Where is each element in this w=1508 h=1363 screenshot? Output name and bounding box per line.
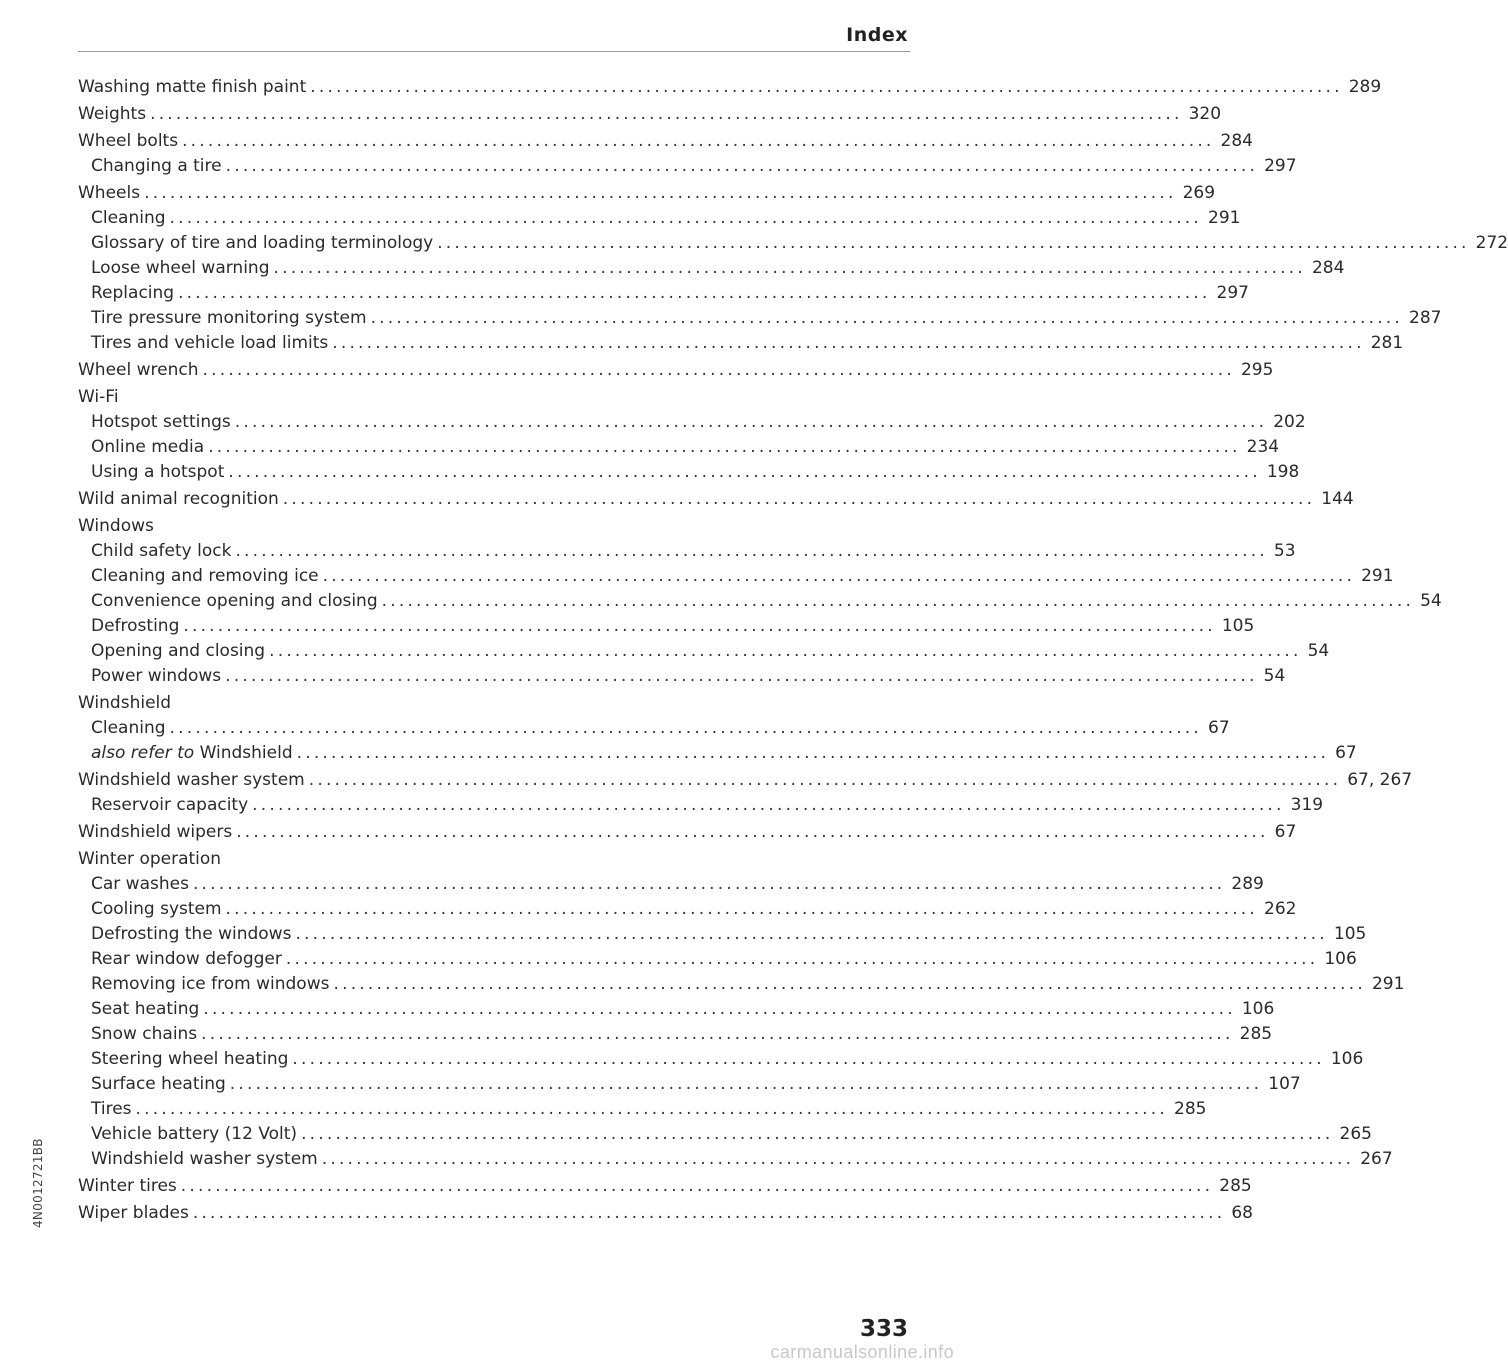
entry-text: Tires and vehicle load limits — [91, 333, 329, 353]
entry-label — [91, 280, 174, 306]
entry-page-ref: 285 — [1219, 1176, 1252, 1196]
entry-page-ref: 284 — [1311, 258, 1345, 278]
entry-label — [91, 715, 166, 741]
index-subentry — [91, 1121, 1372, 1147]
entry-text: Snow chains — [91, 1024, 198, 1044]
dot-leader: ........................................................................................................................ — [333, 974, 1366, 994]
entry-text: Wild animal recognition — [78, 489, 279, 509]
entry-page-ref: 284 — [1220, 131, 1253, 151]
dot-leader: ........................................................................................................................ — [322, 566, 1356, 586]
entry-label — [91, 792, 248, 818]
index-subentry — [91, 1046, 1364, 1072]
entry-page-ref: 262 — [1264, 899, 1297, 919]
index-entry — [78, 513, 478, 539]
entry-label — [91, 1046, 288, 1072]
entry-page-ref: 297 — [1264, 156, 1297, 176]
index-entry — [78, 180, 1216, 206]
entry-label — [91, 1071, 226, 1097]
entry-page-ref: 106 — [1324, 949, 1357, 969]
section-title: Index — [846, 24, 908, 46]
entry-label — [78, 1200, 189, 1226]
dot-leader: ........................................................................................................................ — [234, 412, 1268, 432]
dot-leader: ........................................................................................................................ — [208, 437, 1241, 457]
entry-page-ref: 54 — [1420, 591, 1442, 611]
index-subentry — [91, 1096, 1207, 1122]
dot-leader: ........................................................................................................................ — [236, 822, 1269, 842]
header-divider — [78, 51, 910, 52]
entry-label — [91, 409, 231, 435]
index-subentry — [91, 434, 1280, 460]
entry-label — [78, 513, 154, 539]
entry-label — [91, 871, 189, 897]
entry-page-ref: 67 — [1335, 743, 1357, 763]
entry-text: Convenience opening and closing — [91, 591, 378, 611]
index-subentry — [91, 459, 1300, 485]
entry-page-ref: 67 — [1208, 718, 1230, 738]
index-entry — [78, 101, 1222, 127]
entry-page-ref: 68 — [1231, 1203, 1253, 1223]
index-entry — [78, 74, 1382, 100]
entry-label — [91, 153, 222, 179]
index-subentry — [91, 996, 1275, 1022]
entry-page-ref: 291 — [1208, 208, 1241, 228]
entry-text: Using a hotspot — [91, 462, 225, 482]
entry-text: Tire pressure monitoring system — [91, 308, 367, 328]
entry-label — [91, 434, 204, 460]
dot-leader: ........................................................................................................................ — [285, 949, 1319, 969]
entry-label — [78, 384, 119, 410]
entry-label — [91, 588, 378, 614]
entry-label — [91, 1096, 132, 1122]
entry-text: Windshield — [199, 743, 293, 763]
dot-leader: ........................................................................................................................ — [178, 283, 1211, 303]
entry-text: Power windows — [91, 666, 222, 686]
entry-page-ref: 106 — [1330, 1049, 1364, 1069]
entry-text: Winter tires — [78, 1176, 177, 1196]
entry-page-ref: 202 — [1273, 412, 1306, 432]
dot-leader: ........................................................................................................................ — [282, 489, 1316, 509]
entry-page-ref: 107 — [1268, 1074, 1301, 1094]
entry-text: Windshield washer system — [78, 770, 305, 790]
entry-label — [91, 305, 367, 331]
index-entry — [78, 486, 1354, 512]
index-subentry — [91, 971, 1405, 997]
entry-page-ref: 297 — [1216, 283, 1249, 303]
entry-label — [78, 846, 221, 872]
dot-leader: ........................................................................................................................ — [310, 77, 1343, 97]
index-subentry — [91, 715, 1230, 741]
entry-page-ref: 267 — [1360, 1149, 1393, 1169]
entry-label — [78, 128, 178, 154]
entry-label — [91, 1021, 197, 1047]
entry-text: Windows — [78, 516, 154, 536]
index-subentry — [91, 205, 1241, 231]
entry-text: Washing matte finish paint — [78, 77, 307, 97]
entry-label — [91, 921, 291, 947]
entry-text: Windshield — [78, 693, 172, 713]
index-subentry — [91, 409, 1306, 435]
entry-text: Tires — [91, 1099, 132, 1119]
entry-label — [78, 74, 306, 100]
dot-leader: ........................................................................................................................ — [180, 1176, 1214, 1196]
entry-label — [78, 101, 146, 127]
entry-text: Hotspot settings — [91, 412, 231, 432]
index-subentry — [91, 153, 1297, 179]
entry-page-ref: 54 — [1307, 641, 1330, 661]
entry-label — [91, 538, 231, 564]
entry-text: Opening and closing — [91, 641, 266, 661]
entry-page-ref: 105 — [1221, 616, 1255, 636]
entry-page-ref: 285 — [1174, 1099, 1207, 1119]
dot-leader: ........................................................................................................................ — [135, 1099, 1168, 1119]
entry-page-ref: 53 — [1273, 541, 1296, 561]
entry-label — [91, 563, 319, 589]
entry-page-ref: 67, 267 — [1347, 770, 1413, 790]
entry-label — [91, 996, 199, 1022]
entry-text: Car washes — [91, 874, 189, 894]
dot-leader: ........................................................................................................................ — [229, 1074, 1263, 1094]
dot-leader: ........................................................................................................................ — [201, 1024, 1234, 1044]
index-subentry — [91, 792, 1324, 818]
index-subentry — [91, 1146, 1393, 1172]
dot-leader: ........................................................................................................................ — [292, 1049, 1325, 1069]
entry-page-ref: 291 — [1361, 566, 1394, 586]
index-entry — [78, 819, 1297, 845]
entry-text: Loose wheel warning — [91, 258, 270, 278]
entry-page-ref: 281 — [1370, 333, 1404, 353]
index-entry — [78, 690, 478, 716]
dot-leader: ........................................................................................................................ — [273, 258, 1306, 278]
index-subentry — [91, 280, 1249, 306]
entry-text: Rear window defogger — [91, 949, 282, 969]
entry-label — [78, 180, 140, 206]
entry-page-ref: 289 — [1348, 77, 1382, 97]
entry-label — [91, 740, 293, 766]
entry-label — [91, 1121, 297, 1147]
entry-text: Wi-Fi — [78, 387, 119, 407]
dot-leader: ........................................................................................................................ — [225, 899, 1259, 919]
entry-text: Child safety lock — [91, 541, 232, 561]
entry-text: Wheels — [78, 183, 141, 203]
entry-text: Glossary of tire and loading terminology — [91, 233, 434, 253]
dot-leader: ........................................................................................................................ — [370, 308, 1404, 328]
entry-page-ref: 234 — [1246, 437, 1280, 457]
index-subentry — [91, 563, 1394, 589]
index-entry — [78, 384, 478, 410]
index-entry — [78, 357, 1274, 383]
dot-leader: ........................................................................................................................ — [321, 1149, 1355, 1169]
entry-page-ref: 285 — [1239, 1024, 1273, 1044]
entry-text: Seat heating — [91, 999, 200, 1019]
dot-leader: ........................................................................................................................ — [202, 360, 1235, 380]
index-subentry — [91, 1021, 1273, 1047]
watermark-text: carmanualsonline.info — [770, 1342, 954, 1362]
page-number: 333 — [859, 1316, 908, 1342]
entry-label — [91, 896, 222, 922]
cross-reference-prefix: also refer to — [91, 743, 195, 763]
index-subentry — [91, 588, 1442, 614]
entry-text: Reservoir capacity — [91, 795, 249, 815]
index-subentry — [91, 740, 1357, 766]
entry-text: Surface heating — [91, 1074, 226, 1094]
entry-page-ref: 291 — [1371, 974, 1405, 994]
entry-text: Cleaning — [91, 208, 166, 228]
entry-page-ref: 319 — [1290, 795, 1324, 815]
entry-label — [91, 459, 224, 485]
entry-text: Windshield wipers — [78, 822, 233, 842]
dot-leader: ........................................................................................................................ — [169, 718, 1203, 738]
dot-leader: ........................................................................................................................ — [332, 333, 1365, 353]
index-entry — [78, 1200, 1253, 1226]
entry-page-ref: 287 — [1409, 308, 1442, 328]
entry-text: Cleaning — [91, 718, 166, 738]
dot-leader: ........................................................................................................................ — [301, 1124, 1334, 1144]
index-subentry — [91, 230, 1508, 256]
entry-page-ref: 105 — [1333, 924, 1367, 944]
dot-leader: ........................................................................................................................ — [192, 874, 1226, 894]
dot-leader: ........................................................................................................................ — [192, 1203, 1226, 1223]
dot-leader: ........................................................................................................................ — [381, 591, 1415, 611]
entry-page-ref: 320 — [1188, 104, 1222, 124]
dot-leader: ........................................................................................................................ — [144, 183, 1177, 203]
entry-text: Windshield washer system — [91, 1149, 318, 1169]
entry-page-ref: 67 — [1274, 822, 1297, 842]
entry-text: Online media — [91, 437, 205, 457]
entry-page-ref: 106 — [1241, 999, 1275, 1019]
index-entry — [78, 1173, 1252, 1199]
index-subentry — [91, 613, 1255, 639]
entry-label — [91, 971, 329, 997]
entry-label — [78, 767, 305, 793]
entry-label — [91, 230, 433, 256]
entry-label — [91, 1146, 318, 1172]
entry-page-ref: 144 — [1321, 489, 1354, 509]
entry-text: Cleaning and removing ice — [91, 566, 319, 586]
entry-label — [78, 357, 199, 383]
dot-leader: ........................................................................................................................ — [169, 208, 1203, 228]
index-subentry — [91, 946, 1357, 972]
entry-text: Defrosting the windows — [91, 924, 292, 944]
dot-leader: ........................................................................................................................ — [235, 541, 1268, 561]
entry-text: Wheel bolts — [78, 131, 179, 151]
dot-leader: ........................................................................................................................ — [295, 924, 1328, 944]
dot-leader: ........................................................................................................................ — [296, 743, 1330, 763]
index-subentry — [91, 871, 1264, 897]
entry-page-ref: 54 — [1263, 666, 1286, 686]
dot-leader: ........................................................................................................................ — [150, 104, 1183, 124]
entry-label — [91, 663, 221, 689]
entry-text: Steering wheel heating — [91, 1049, 289, 1069]
entry-page-ref: 265 — [1339, 1124, 1372, 1144]
dot-leader: ........................................................................................................................ — [437, 233, 1470, 253]
entry-text: Removing ice from windows — [91, 974, 330, 994]
entry-text: Wiper blades — [78, 1203, 189, 1223]
entry-text: Weights — [78, 104, 147, 124]
entry-label — [78, 690, 171, 716]
entry-label — [78, 486, 279, 512]
dot-leader: ........................................................................................................................ — [225, 666, 1258, 686]
dot-leader: ........................................................................................................................ — [225, 156, 1259, 176]
entry-page-ref: 198 — [1266, 462, 1300, 482]
dot-leader: ........................................................................................................................ — [228, 462, 1261, 482]
index-subentry — [91, 638, 1330, 664]
entry-label — [91, 613, 179, 639]
document-code: 4N0012721BB — [31, 1138, 45, 1228]
dot-leader: ........................................................................................................................ — [183, 616, 1216, 636]
entry-page-ref: 272 — [1475, 233, 1508, 253]
dot-leader: ........................................................................................................................ — [182, 131, 1215, 151]
entry-text: Changing a tire — [91, 156, 222, 176]
index-subentry — [91, 896, 1297, 922]
index-subentry — [91, 255, 1345, 281]
entry-label — [91, 638, 265, 664]
entry-text: Wheel wrench — [78, 360, 199, 380]
index-entry — [78, 767, 1413, 793]
index-subentry — [91, 305, 1442, 331]
dot-leader: ........................................................................................................................ — [308, 770, 1342, 790]
index-entry — [78, 128, 1253, 154]
entry-page-ref: 269 — [1182, 183, 1216, 203]
entry-label — [78, 819, 232, 845]
index-subentry — [91, 1071, 1301, 1097]
entry-label — [78, 1173, 177, 1199]
entry-label — [91, 255, 270, 281]
entry-text: Winter operation — [78, 849, 222, 869]
entry-label — [91, 946, 282, 972]
entry-page-ref: 295 — [1240, 360, 1274, 380]
entry-label — [91, 205, 166, 231]
entry-text: Defrosting — [91, 616, 180, 636]
entry-label — [91, 330, 328, 356]
index-entry — [78, 846, 478, 872]
index-subentry — [91, 921, 1367, 947]
dot-leader: ........................................................................................................................ — [203, 999, 1236, 1019]
dot-leader: ........................................................................................................................ — [252, 795, 1285, 815]
index-subentry — [91, 538, 1296, 564]
dot-leader: ........................................................................................................................ — [269, 641, 1302, 661]
entry-text: Replacing — [91, 283, 175, 303]
index-subentry — [91, 330, 1404, 356]
index-subentry — [91, 663, 1286, 689]
entry-text: Cooling system — [91, 899, 222, 919]
entry-text: Vehicle battery (12 Volt) — [91, 1124, 298, 1144]
entry-page-ref: 289 — [1231, 874, 1264, 894]
